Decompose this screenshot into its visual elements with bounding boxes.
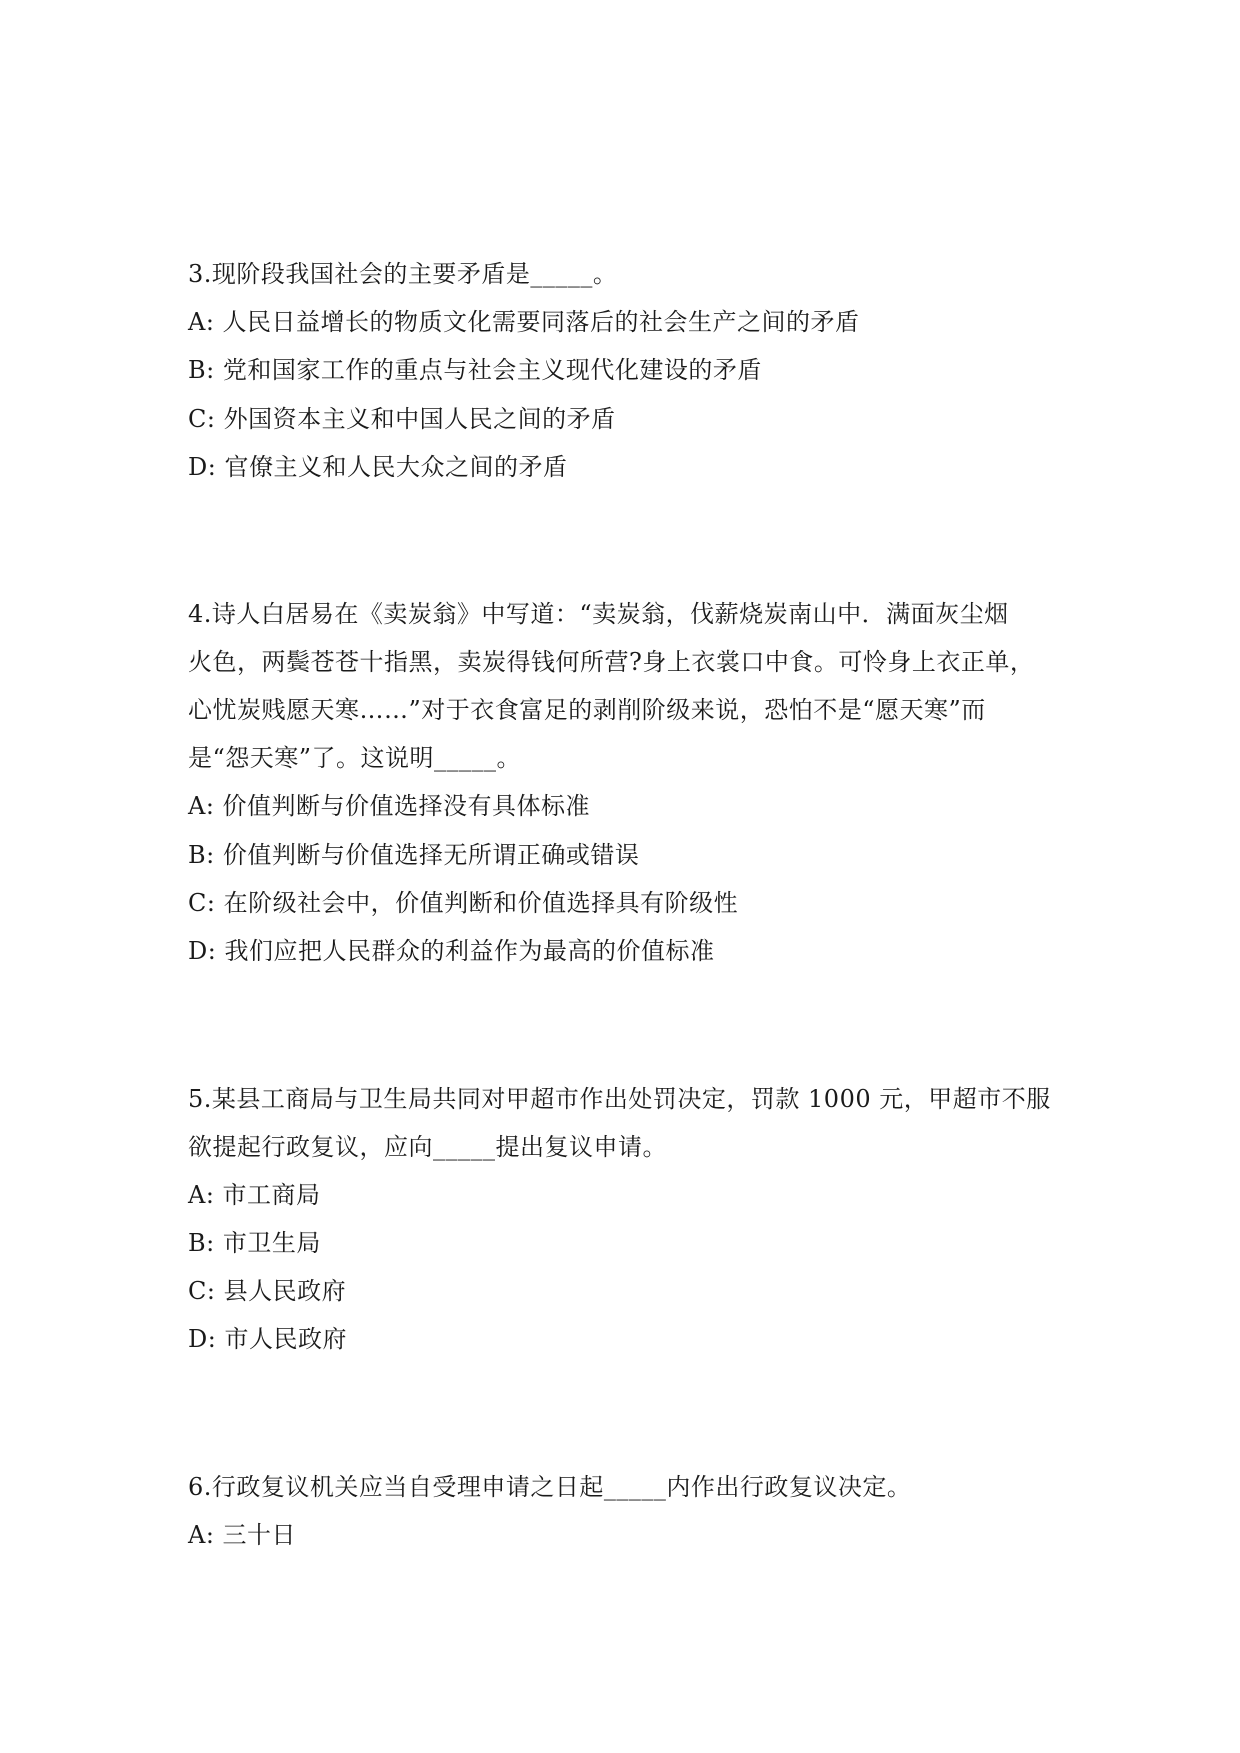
question-5-option-b: B: 市卫生局: [188, 1229, 321, 1257]
question-6-stem: 6.行政复议机关应当自受理申请之日起_____内作出行政复议决定。: [188, 1473, 912, 1501]
question-3-option-a: A: 人民日益增长的物质文化需要同落后的社会生产之间的矛盾: [188, 308, 860, 336]
question-4-stem-line-2: 火色，两鬓苍苍十指黑，卖炭得钱何所营?身上衣裳口中食。可怜身上衣正单，: [188, 648, 1035, 676]
question-3-option-d: D: 官僚主义和人民大众之间的矛盾: [188, 453, 568, 481]
question-3-stem: 3.现阶段我国社会的主要矛盾是_____。: [188, 260, 618, 288]
question-6-option-a: A: 三十日: [188, 1521, 297, 1549]
question-5-option-a: A: 市工商局: [188, 1181, 321, 1209]
question-4-option-c: C: 在阶级社会中，价值判断和价值选择具有阶级性: [188, 889, 739, 917]
question-5-option-d: D: 市人民政府: [188, 1325, 347, 1353]
question-4-option-d: D: 我们应把人民群众的利益作为最高的价值标准: [188, 937, 715, 965]
question-4-stem-line-3: 心忧炭贱愿天寒……”对于衣食富足的剥削阶级来说，恐怕不是“愿天寒”而: [188, 696, 986, 724]
question-5-option-c: C: 县人民政府: [188, 1277, 347, 1305]
question-3-option-c: C: 外国资本主义和中国人民之间的矛盾: [188, 405, 616, 433]
question-4-stem-line-4: 是“怨天寒”了。这说明_____。: [188, 744, 522, 772]
question-4-option-b: B: 价值判断与价值选择无所谓正确或错误: [188, 841, 640, 869]
question-5-stem-line-2: 欲提起行政复议，应向_____提出复议申请。: [188, 1133, 667, 1161]
question-4-option-a: A: 价值判断与价值选择没有具体标准: [188, 792, 591, 820]
question-3-option-b: B: 党和国家工作的重点与社会主义现代化建设的矛盾: [188, 356, 762, 384]
question-4-stem-line-1: 4.诗人白居易在《卖炭翁》中写道：“卖炭翁，伐薪烧炭南山中．满面灰尘烟: [188, 600, 1009, 628]
question-5-stem-line-1: 5.某县工商局与卫生局共同对甲超市作出处罚决定，罚款 1000 元，甲超市不服: [188, 1085, 1051, 1113]
